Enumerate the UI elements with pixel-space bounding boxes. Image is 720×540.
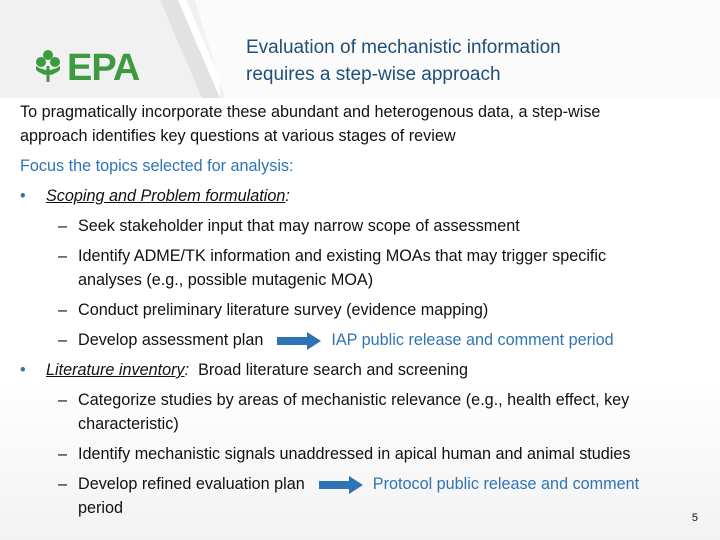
sub-item xyxy=(20,298,710,322)
section-heading-scoping: Scoping and Problem formulation xyxy=(46,187,286,205)
epa-logo-text: EPA xyxy=(67,47,140,84)
dash-marker: – xyxy=(58,217,68,235)
sub-item-line-2: analyses (e.g., possible mutagenic MOA) xyxy=(78,271,374,289)
sub-item-line-2: characteristic) xyxy=(78,415,179,433)
sub-item-text: Identify mechanistic signals unaddressed in apical human and animal studies xyxy=(78,445,631,463)
sub-item xyxy=(20,244,710,292)
bullet-dot: • xyxy=(20,361,26,379)
section-heading-suffix: : xyxy=(184,361,190,379)
intro-paragraph xyxy=(20,100,710,148)
sub-item xyxy=(20,214,710,238)
header-swoosh-decoration xyxy=(160,0,220,98)
dash-marker: – xyxy=(58,475,68,493)
dash-marker: – xyxy=(58,301,68,319)
outcome-text: Protocol public release and comment xyxy=(372,475,640,493)
section-heading-literature: Literature inventory xyxy=(46,361,185,379)
intro-line-2: approach identifies key questions at various stages of review xyxy=(20,127,456,145)
sub-item xyxy=(20,472,710,520)
intro-line-1: To pragmatically incorporate these abundant and heterogenous data, a step-wise xyxy=(20,103,601,121)
sub-item xyxy=(20,388,710,436)
section-heading-rest: Broad literature search and screening xyxy=(198,361,469,379)
epa-logo xyxy=(34,44,146,84)
sub-item-text: Seek stakeholder input that may narrow scope of assessment xyxy=(78,217,520,235)
dash-marker: – xyxy=(58,445,68,463)
sub-item-line-1: Identify ADME/TK information and existing MOAs that may trigger specific xyxy=(78,247,607,265)
focus-line: Focus the topics selected for analysis: xyxy=(20,157,294,175)
bullet-literature-inventory xyxy=(20,358,710,382)
sub-item-line-2: period xyxy=(78,499,123,517)
sub-item xyxy=(20,328,710,352)
right-arrow-icon xyxy=(277,332,321,350)
sub-item-text: Develop refined evaluation plan xyxy=(78,475,305,493)
page-number: 5 xyxy=(691,512,698,524)
right-arrow-icon xyxy=(319,476,363,494)
dash-marker: – xyxy=(58,391,68,409)
sub-item-text: Conduct preliminary literature survey (evidence mapping) xyxy=(78,301,489,319)
dash-marker: – xyxy=(58,247,68,265)
slide-body xyxy=(20,100,710,520)
header-band xyxy=(0,0,720,98)
sub-item-line-1: Categorize studies by areas of mechanistic relevance (e.g., health effect, key xyxy=(78,391,630,409)
bullet-dot: • xyxy=(20,187,26,205)
epa-flower-icon xyxy=(36,50,60,82)
slide-title-line-1: Evaluation of mechanistic information xyxy=(246,37,561,58)
section-heading-suffix: : xyxy=(285,187,290,205)
sub-item-text: Develop assessment plan xyxy=(78,331,264,349)
bullet-scoping xyxy=(20,184,710,208)
outcome-text: IAP public release and comment period xyxy=(331,331,614,349)
slide-title-line-2: requires a step-wise approach xyxy=(246,64,501,85)
sub-item xyxy=(20,442,710,466)
dash-marker: – xyxy=(58,331,68,349)
slide-title xyxy=(246,34,706,88)
